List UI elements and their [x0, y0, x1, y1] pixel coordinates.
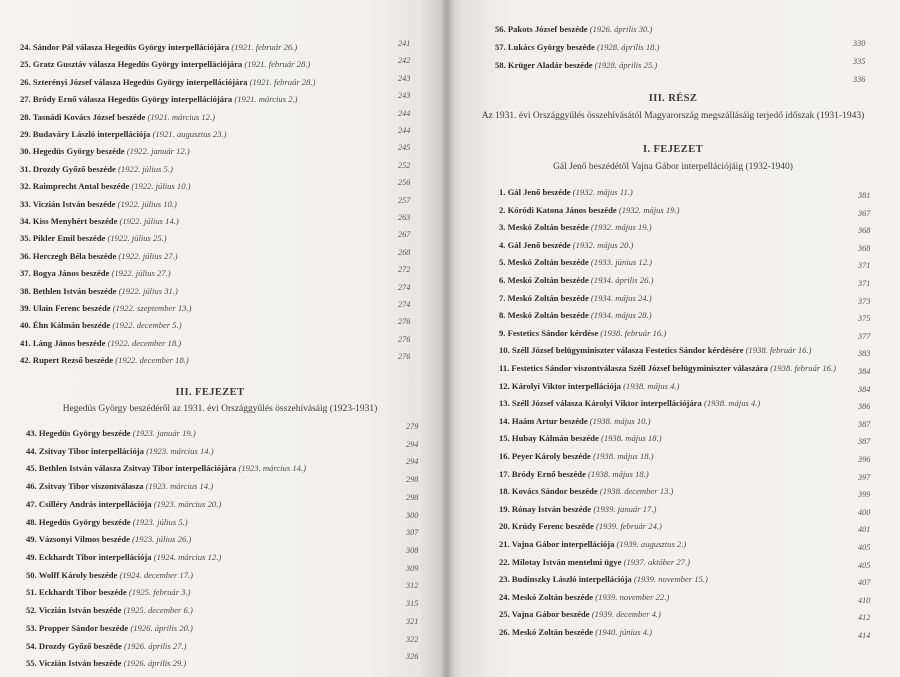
toc-page-number: 276	[398, 334, 411, 344]
toc-page-number: 256	[398, 178, 411, 188]
toc-page-number: 399	[858, 490, 871, 500]
toc-entry-date: (1932. május 20.)	[572, 239, 634, 250]
toc-entry	[26, 428, 196, 439]
toc-entry-date: (1926. április 20.)	[130, 622, 193, 633]
toc-entry-date: (1922. július 10.)	[131, 181, 191, 192]
toc-entry-date: (1922. december 18.)	[107, 337, 182, 348]
toc-entry-title: 29. Budaváry László interpellációja	[20, 129, 151, 139]
toc-entry-title: 52. Viczián István beszéde	[26, 605, 122, 616]
toc-entry	[495, 24, 652, 35]
toc-page-number: 272	[398, 265, 411, 275]
toc-entry-title: 33. Viczián István beszéde	[20, 198, 116, 209]
toc-entry	[499, 363, 836, 374]
toc-entry-title: 25. Gratz Gusztáv válasza Hegedüs György interpellációjára	[20, 59, 243, 70]
toc-entry	[20, 59, 310, 70]
toc-page-number: 397	[858, 472, 871, 482]
toc-entry	[20, 164, 173, 175]
toc-entry-title: 20. Krúdy Ferenc beszéde	[499, 521, 594, 532]
toc-page-number: 383	[858, 349, 871, 359]
toc-entry-date: (1928. április 25.)	[594, 60, 658, 70]
chapter-heading-left: III. FEJEZET	[175, 387, 245, 398]
toc-page-number: 336	[853, 75, 866, 84]
toc-page-number: 245	[398, 143, 411, 153]
toc-page-number: 241	[398, 39, 411, 48]
toc-entry-title: 34. Kiss Menyhért beszéde	[20, 216, 118, 226]
toc-entry	[499, 486, 673, 497]
toc-entry	[26, 623, 193, 634]
toc-page-number: 381	[858, 191, 871, 200]
toc-entry-title: 18. Kovács Sándor beszéde	[499, 486, 598, 497]
toc-entry	[20, 303, 191, 314]
toc-page-number: 244	[398, 126, 411, 135]
toc-entry-title: 10. Széll József belügyminiszter válasza Festetics Sándor kérdésére	[499, 345, 744, 356]
toc-page-number: 410	[858, 595, 871, 605]
toc-page-number: 387	[858, 437, 871, 447]
toc-entry	[20, 199, 177, 210]
toc-entry-title: 24. Sándor Pál válasza Hegedüs György interpellációjára	[20, 42, 230, 52]
toc-entry	[20, 320, 182, 331]
toc-entry-title: 21. Vajna Gábor interpellációja	[499, 539, 615, 549]
toc-entry	[20, 112, 215, 123]
toc-page-number: 396	[858, 455, 871, 464]
toc-entry	[499, 222, 652, 233]
toc-page-number: 373	[858, 296, 871, 306]
toc-entry-date: (1932. május 19.)	[618, 204, 680, 215]
toc-entry-title: 27. Bródy Ernő válasza Hegedüs György interpellációjára	[20, 94, 233, 105]
toc-entry	[26, 481, 213, 492]
toc-entry	[499, 310, 652, 321]
toc-entry	[20, 42, 297, 53]
toc-entry-date: (1923. január 19.)	[132, 428, 196, 438]
toc-entry	[499, 539, 686, 550]
toc-entry	[499, 627, 652, 638]
toc-entry	[499, 504, 656, 515]
toc-entry-title: 51. Eckhardt Tibor beszéde	[26, 587, 127, 598]
toc-entry-date: (1940. június 4.)	[595, 627, 653, 637]
toc-entry-date: (1923. március 20.)	[153, 498, 222, 509]
toc-entry-date: (1925. december 6.)	[123, 605, 193, 616]
toc-entry-date: (1921. február 26.)	[231, 42, 298, 52]
toc-entry	[499, 416, 650, 427]
toc-entry	[499, 592, 669, 603]
toc-entry-title: 2. Kóródi Katona János beszéde	[499, 204, 617, 215]
toc-entry-title: 9. Festetics Sándor kérdése	[499, 327, 599, 338]
toc-entry-title: 17. Bródy Ernő beszéde	[499, 468, 586, 479]
toc-entry-date: (1932. május 19.)	[590, 222, 652, 233]
toc-entry-title: 22. Milotay István mentelmi ügye	[499, 556, 622, 567]
toc-page-number: 405	[858, 560, 871, 570]
toc-entry-title: 53. Propper Sándor beszéde	[26, 622, 129, 633]
toc-entry-title: 4. Gál Jenő beszéde	[499, 239, 571, 250]
toc-entry-date: (1934. május 28.)	[590, 310, 652, 321]
toc-entry-title: 1. Gál Jenő beszéde	[499, 187, 571, 197]
toc-entry-date: (1921. augusztus 23.)	[152, 129, 227, 139]
toc-entry	[26, 570, 193, 581]
toc-entry-date: (1939. február 24.)	[596, 521, 662, 532]
toc-page-number: 321	[406, 616, 419, 626]
toc-entry-title: 57. Lukács György beszéde	[495, 42, 595, 52]
toc-entry-title: 42. Rupert Rezső beszéde	[20, 355, 114, 366]
toc-entry-date: (1924. december 17.)	[119, 569, 194, 580]
toc-entry-date: (1922. december 5.)	[112, 320, 182, 331]
toc-entry-title: 56. Pakots József beszéde	[495, 24, 588, 34]
toc-page-number: 263	[398, 213, 411, 222]
toc-page-number: 326	[406, 652, 419, 662]
toc-entry	[499, 398, 760, 409]
part-heading: III. RÉSZ	[648, 93, 698, 104]
toc-page-number: 405	[858, 543, 871, 552]
toc-entry-title: 19. Rónay István beszéde	[499, 503, 592, 514]
toc-entry-date: (1934. április 26.)	[590, 275, 654, 285]
toc-entry-date: (1922. július 27.)	[111, 268, 171, 279]
toc-entry-date: (1938. május 18.)	[592, 451, 654, 461]
toc-entry	[20, 251, 178, 262]
toc-page-number: 375	[858, 314, 871, 324]
toc-entry	[499, 205, 680, 216]
toc-page-number: 242	[398, 56, 411, 66]
toc-entry-date: (1923. július 26.)	[132, 534, 192, 545]
toc-entry-title: 38. Bethlen István beszéde	[20, 285, 117, 296]
toc-page-number: 309	[406, 563, 419, 573]
toc-entry	[499, 451, 654, 462]
toc-entry-date: (1922. július 5.)	[117, 163, 173, 174]
toc-entry	[495, 42, 659, 53]
toc-entry-date: (1939. november 22.)	[595, 591, 670, 602]
toc-entry	[499, 381, 679, 392]
toc-page-number: 276	[398, 352, 411, 362]
toc-entry	[26, 605, 193, 616]
toc-entry-title: 3. Meskó Zoltán beszéde	[499, 222, 589, 233]
toc-page-number: 298	[406, 492, 419, 502]
toc-page-number: 243	[398, 91, 411, 101]
toc-page-number: 384	[858, 367, 871, 376]
toc-entry-date: (1921. március 2.)	[234, 94, 298, 105]
toc-entry-title: 40. Éhn Kálmán beszéde	[20, 320, 111, 331]
toc-entry-title: 5. Meskó Zoltán beszéde	[499, 257, 589, 268]
toc-page-number: 377	[858, 331, 871, 341]
toc-entry	[20, 355, 189, 366]
toc-entry	[20, 338, 181, 349]
toc-entry-title: 13. Széll József válasza Károlyi Viktor interpellációjára	[499, 398, 702, 409]
toc-entry-date: (1924. március 12.)	[153, 552, 222, 563]
toc-entry	[499, 345, 811, 356]
toc-entry-date: (1938. február 16.)	[745, 345, 812, 356]
toc-entry-date: (1923. július 5.)	[132, 516, 188, 527]
toc-entry	[499, 293, 652, 304]
toc-entry-date: (1921. március 12.)	[147, 111, 215, 122]
toc-entry-title: 55. Viczián István beszéde	[26, 658, 122, 669]
toc-entry	[20, 268, 171, 279]
toc-entry-date: (1938. február 16.)	[770, 363, 836, 373]
toc-entry	[20, 129, 227, 140]
toc-entry-title: 32. Raimprecht Antal beszéde	[20, 181, 130, 192]
toc-entry-date: (1922. január 12.)	[126, 146, 190, 157]
toc-entry-date: (1921. február 28.)	[249, 76, 316, 87]
toc-page-number: 243	[398, 73, 411, 83]
toc-page-number: 300	[406, 510, 419, 520]
toc-page-number: 252	[398, 160, 411, 170]
toc-entry-date: (1939. november 15.)	[633, 574, 708, 585]
toc-entry-title: 11. Festetics Sándor viszontválasza Széll József belügyminiszter válaszára	[499, 363, 768, 373]
toc-entry	[26, 446, 214, 457]
toc-page-number: 322	[406, 634, 419, 644]
toc-entry-title: 23. Budinszky László interpellációja	[499, 574, 632, 585]
toc-entry-title: 30. Hegedüs György beszéde	[20, 146, 125, 157]
toc-entry	[499, 557, 690, 568]
toc-entry	[26, 587, 191, 598]
toc-entry-title: 39. Ulain Ferenc beszéde	[20, 303, 111, 313]
toc-entry-title: 15. Hubay Kálmán beszéde	[499, 433, 599, 444]
toc-entry	[499, 574, 708, 585]
toc-page-number: 387	[858, 419, 871, 429]
toc-entry-date: (1938. május 18.)	[600, 433, 662, 444]
toc-entry-title: 48. Hegedüs György beszéde	[26, 516, 131, 527]
toc-entry	[26, 517, 188, 528]
toc-entry-date: (1928. április 18.)	[596, 42, 660, 52]
toc-entry	[20, 181, 191, 192]
toc-entry-date: (1923. március 14.)	[146, 445, 214, 456]
toc-entry	[26, 534, 191, 545]
toc-entry-title: 6. Meskó Zoltán beszéde	[499, 275, 589, 285]
toc-entry-title: 50. Wolff Károly beszéde	[26, 569, 118, 580]
part-subtitle: Az 1931. évi Országgyűlés összehívásától Magyarország megszállásáig terjedő időszak (1931-1943)	[481, 111, 865, 121]
toc-page-number: 384	[858, 384, 871, 394]
toc-page-number: 414	[858, 631, 871, 640]
toc-entry	[499, 240, 633, 251]
toc-entry-title: 12. Károlyi Viktor interpellációja	[499, 380, 621, 391]
toc-page-number: 298	[406, 475, 419, 485]
toc-entry-date: (1922. július 27.)	[118, 250, 178, 261]
toc-page-number: 368	[858, 226, 871, 236]
toc-entry-date: (1922. július 25.)	[107, 233, 167, 244]
toc-entry-title: 43. Hegedüs György beszéde	[26, 428, 131, 438]
toc-page-number: 368	[858, 243, 871, 253]
toc-entry-date: (1938. február 16.)	[600, 327, 667, 338]
chapter-subtitle-left: Hegedüs György beszédéről az 1931. évi Országgyűlés összehívásáig (1923-1931)	[62, 404, 378, 414]
toc-entry-date: (1933. június 12.)	[590, 257, 653, 268]
toc-entry-title: 14. Haám Artur beszéde	[499, 415, 588, 426]
toc-entry-date: (1923. március 14.)	[145, 481, 214, 492]
chapter-subtitle-right: Gál Jenő beszédétől Vajna Gábor interpellációjáig (1932-1940)	[553, 162, 793, 172]
toc-page-number: 315	[406, 599, 419, 609]
toc-entry-date: (1939. január 17.)	[593, 503, 657, 514]
toc-entry-title: 35. Pikler Emil beszéde	[20, 233, 106, 244]
toc-entry-title: 8. Meskó Zoltán beszéde	[499, 310, 589, 321]
toc-page-number: 294	[406, 439, 419, 449]
toc-page-number: 330	[853, 39, 866, 48]
toc-entry-date: (1923. március 14.)	[238, 463, 306, 474]
toc-entry-title: 28. Tasnádi Kovács József beszéde	[20, 111, 146, 122]
toc-page-number: 307	[406, 528, 419, 538]
toc-entry-date: (1926. április 27.)	[123, 640, 187, 651]
toc-entry-title: 46. Zsitvay Tibor viszontválasza	[26, 481, 144, 492]
toc-entry-title: 49. Vázsonyi Vilmos beszéde	[26, 534, 130, 545]
toc-entry-title: 26. Szterényi József válasza Hegedüs György interpellációjára	[20, 76, 248, 87]
toc-entry-date: (1922. július 14.)	[119, 216, 179, 226]
toc-page-number: 276	[398, 317, 411, 327]
toc-page-number: 371	[858, 279, 871, 288]
toc-entry-title: 58. Krüger Aladár beszéde	[495, 60, 593, 70]
toc-entry-date: (1932. május 11.)	[572, 187, 633, 197]
toc-page-number: 244	[398, 108, 411, 118]
toc-entry	[499, 469, 649, 480]
toc-entry	[26, 499, 221, 510]
toc-entry-date: (1938. december 13.)	[599, 486, 674, 497]
toc-entry	[26, 641, 187, 652]
toc-entry-date: (1938. május 4.)	[703, 398, 761, 409]
toc-page-number: 257	[398, 195, 411, 205]
toc-entry	[26, 552, 221, 563]
toc-page-number: 407	[858, 578, 871, 588]
toc-entry-date: (1922. július 10.)	[117, 198, 177, 209]
toc-entry	[499, 257, 652, 268]
toc-entry	[499, 609, 661, 620]
toc-page-number: 294	[406, 457, 419, 467]
toc-entry-date: (1939. december 4.)	[591, 609, 661, 620]
toc-entry-date: (1926. április 30.)	[589, 24, 653, 34]
toc-entry-date: (1934. május 24.)	[590, 292, 652, 303]
toc-entry	[26, 463, 306, 474]
chapter-heading-right: I. FEJEZET	[642, 144, 704, 155]
toc-entry-title: 26. Meskó Zoltán beszéde	[499, 627, 594, 637]
toc-page-number: 335	[853, 57, 866, 66]
toc-entry	[499, 521, 662, 532]
toc-entry-date: (1922. december 18.)	[115, 355, 189, 366]
toc-page-number: 308	[406, 546, 419, 556]
toc-entry	[26, 658, 186, 669]
toc-entry-date: (1922. szeptember 13.)	[112, 303, 192, 313]
toc-entry-title: 41. Láng János beszéde	[20, 337, 106, 348]
toc-entry	[20, 146, 190, 157]
toc-entry	[20, 94, 298, 105]
toc-entry-date: (1926. április 29.)	[123, 658, 187, 669]
toc-page-number: 386	[858, 402, 871, 412]
toc-page-number: 312	[406, 581, 419, 591]
toc-entry-title: 54. Drozdy Győző beszéde	[26, 640, 122, 651]
toc-entry-date: (1939. augusztus 2.)	[616, 539, 687, 549]
toc-entry-title: 37. Bogya János beszéde	[20, 268, 110, 279]
toc-entry-date: (1921. február 28.)	[244, 59, 311, 70]
toc-page-number: 274	[398, 282, 411, 292]
toc-page-number: 412	[858, 613, 871, 623]
toc-entry-title: 16. Peyer Károly beszéde	[499, 451, 591, 461]
toc-page-number: 400	[858, 507, 871, 517]
toc-entry-title: 7. Meskó Zoltán beszéde	[499, 292, 589, 303]
toc-entry-date: (1937. október 27.)	[623, 556, 690, 567]
toc-entry-title: 49. Eckhardt Tibor interpellációja	[26, 552, 152, 563]
toc-entry-title: 44. Zsitvay Tibor interpellációja	[26, 445, 144, 456]
toc-entry	[499, 328, 666, 339]
toc-entry-date: (1925. február 3.)	[128, 587, 191, 598]
toc-entry	[20, 216, 179, 227]
toc-entry	[20, 77, 316, 88]
toc-entry	[499, 187, 633, 198]
toc-entry	[495, 60, 657, 71]
toc-page-number: 267	[398, 230, 411, 240]
toc-entry-title: 47. Csilléry András interpellációja	[26, 498, 152, 509]
toc-entry-date: (1938. május 4.)	[623, 380, 680, 391]
toc-entry	[20, 286, 178, 297]
toc-entry-date: (1938. május 10.)	[589, 415, 651, 426]
toc-page-number: 279	[406, 422, 419, 431]
toc-page-number: 371	[858, 261, 871, 271]
toc-entry-title: 36. Herczegh Béla beszéde	[20, 250, 117, 261]
toc-page-number: 367	[858, 208, 871, 218]
toc-entry-title: 24. Meskó Zoltán beszéde	[499, 591, 594, 602]
toc-entry-title: 31. Drozdy Győző beszéde	[20, 163, 116, 174]
toc-entry-date: (1938. május 18.)	[588, 468, 649, 479]
toc-entry	[499, 433, 662, 444]
toc-entry	[20, 233, 167, 244]
toc-entry-title: 45. Bethlen István válasza Zsitvay Tibor interpellációjára	[26, 463, 237, 474]
toc-page-number: 401	[858, 525, 871, 535]
toc-page-number: 268	[398, 247, 411, 257]
toc-entry-date: (1922. július 31.)	[118, 285, 178, 296]
toc-entry	[499, 275, 653, 286]
toc-entry-title: 25. Vajna Gábor beszéde	[499, 609, 590, 620]
toc-page-number: 274	[398, 300, 411, 309]
